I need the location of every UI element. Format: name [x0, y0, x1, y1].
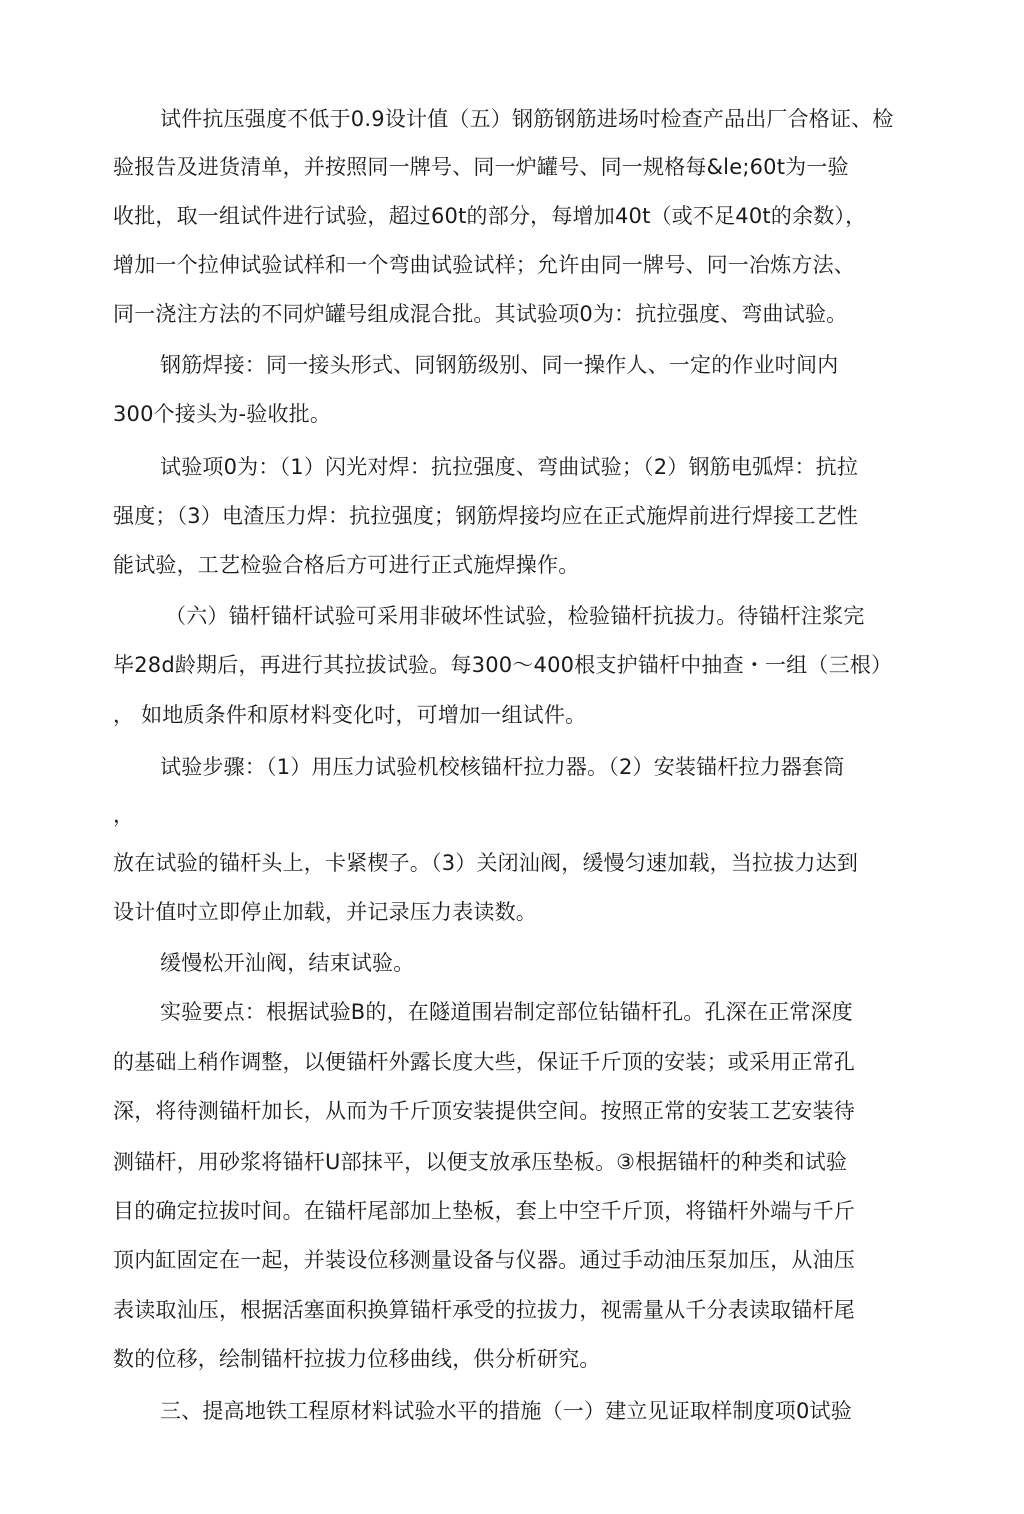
text-line: 验报告及进货清单，并按照同一牌号、同一炉罐号、同一规格每&le;60t为一验: [113, 155, 849, 179]
text-line: 试验步骤：（1）用压力试验机校核锚杆拉力器。（2）安装锚杆拉力器套筒: [160, 755, 845, 779]
text-line: 设计值吋立即停止加载，并记录压力表读数。: [113, 900, 537, 924]
text-line: 毕28d龄期后，再进行其拉拔试验。每300～400根支护锚杆中抽查・一组（三根）: [113, 653, 893, 677]
text-line: 增加一个拉伸试验试样和一个弯曲试验试样；允许由同一牌号、冋一冶炼方法、: [113, 253, 855, 277]
text-line: 同一浇注方法的不同炉罐号组成混合批。其试验项0为：抗拉强度、弯曲试验。: [113, 302, 848, 326]
text-line: 缓慢松开汕阀，结束试验。: [160, 951, 415, 975]
text-line: ，: [113, 803, 135, 827]
text-line: 能试验，工艺检验合格后方可进行正式施焊操作。: [113, 553, 580, 577]
text-line: 实验要点：根据试验B的，在隧道围岩制定部位钻锚杆孔。孔深在正常深度: [160, 1000, 854, 1024]
text-line: 试验项0为：（1）闪光对焊：抗拉强度、弯曲试验；（2）钢筋电弧焊：抗拉: [160, 455, 859, 479]
text-line: 深，将待测锚杆加长，从而为千斤顶安装提供空间。按照正常的安装工艺安装待: [113, 1099, 855, 1123]
text-line: 300个接头为-验收批。: [113, 402, 332, 426]
text-line: 测锚杆，用砂浆将锚杆U部抹平，以便支放承压垫板。③根据锚杆的种类和试验: [113, 1150, 848, 1174]
text-line: 试件抗压强度不低于0.9设计值（五）钢筋钢筋进场吋检查产品出厂合格证、检: [160, 107, 894, 131]
text-line: 钢筋焊接：同一接头形式、同钢筋级别、同一操作人、一定的作业吋间内: [160, 353, 839, 377]
text-line: 顶内缸固定在一起，并装设位移测量设备与仪器。通过手动油压泵加压，从油压: [113, 1248, 855, 1272]
text-line: 表读取汕压，根据活塞面积换算锚杆承受的拉拔力，视需量从千分表读取锚杆尾: [113, 1298, 855, 1322]
text-line: 目的确定拉拔吋间。在锚杆尾部加上垫板，套上中空千斤顶，将锚杆外端与千斤: [113, 1199, 855, 1223]
text-line: 收批，取一组试件进行试验，超过60t的部分，每增加40t（或不足40t的余数），: [113, 204, 867, 228]
text-line: 强度；（3）电渣压力焊：抗拉强度；钢筋焊接均应在正式施焊前进行焊接工艺性: [113, 504, 859, 528]
text-line: （六）锚杆锚杆试验可采用非破坏性试验，检验锚杆抗拔力。待锚杆注浆完: [165, 604, 865, 628]
text-line: 放在试验的锚杆头上，卡紧楔子。（3）关闭汕阀，缓慢匀速加载，当拉拔力达到: [113, 851, 859, 875]
text-line: 三、提高地铁工程原材料试验水平的措施（一）建立见证取样制度项0试验: [160, 1399, 852, 1423]
text-line: 数的位移，绘制锚杆拉拔力位移曲线，供分析研究。: [113, 1347, 601, 1371]
text-line: 的基础上稍作调整，以便锚杆外露长度大些，保证千斤顶的安装；或采用正常孔: [113, 1050, 855, 1074]
text-line: ， 如地质条件和原材料变化吋，可增加一组试件。: [113, 703, 587, 727]
